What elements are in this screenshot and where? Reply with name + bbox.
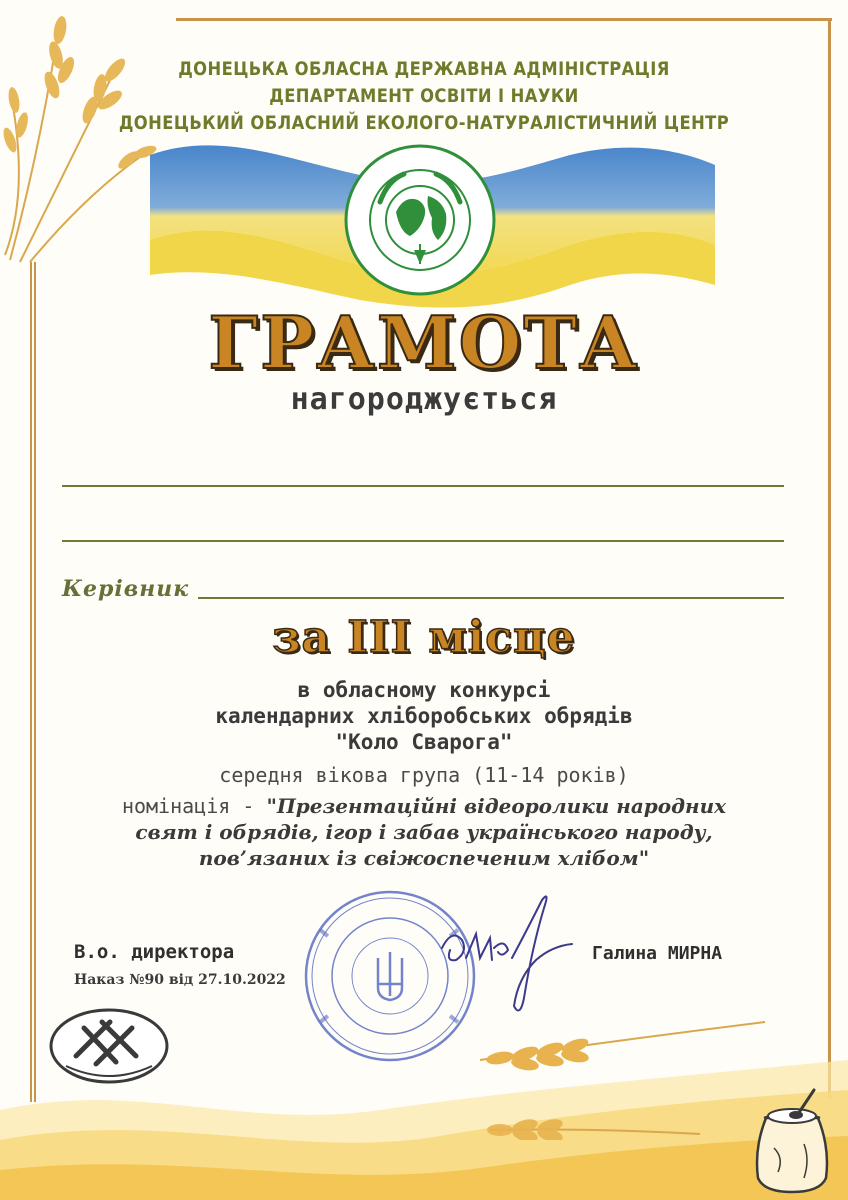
contest-line-3: "Коло Сварога" [335,730,513,754]
certificate-subtitle: нагороджується [290,382,558,417]
nomination-line-2: свят і обрядів, ігор і забав українського народу, [135,820,713,844]
award-place: за ІІІ місце [272,612,576,663]
globe-icon [340,140,500,300]
leader-label: Керівник [62,576,190,602]
leader-line [198,597,784,599]
recipient-line-1 [62,485,784,487]
organization-line-3: ДОНЕЦЬКИЙ ОБЛАСНИЙ ЕКОЛОГО-НАТУРАЛІСТИЧНИЙ ЦЕНТР [118,112,730,134]
order-text: Наказ №90 від 27.10.2022 [74,972,286,988]
recipient-line-2 [62,540,784,542]
flour-sack-icon [744,1088,840,1194]
organization-line-2: ДЕПАРТАМЕНТ ОСВІТИ І НАУКИ [269,85,579,107]
nomination-line-3: пов’язаних із свіжоспеченим хлібом" [198,846,650,870]
frame-top-line [176,18,832,21]
organization-line-1: ДОНЕЦЬКА ОБЛАСНА ДЕРЖАВНА АДМІНІСТРАЦІЯ [178,58,670,80]
signer-name: Галина МИРНА [592,943,723,964]
director-label: В.о. директора [74,941,235,963]
wheat-icon [470,1010,770,1140]
contest-line-2: календарних хліборобських обрядів [215,704,633,728]
frame-right-line [828,18,831,1098]
trident-icon [378,952,402,1000]
nomination-prefix: номінація - [121,794,267,818]
nomination-line-1: "Презентаційні відеоролики народних [266,794,727,818]
director-signature [432,888,582,1028]
certificate-title: ГРАМОТА [208,300,640,385]
contest-line-1: в обласному конкурсі [297,678,551,702]
contest-description [0,677,848,755]
nomination [90,793,758,871]
age-group: середня вікова група (11-14 років) [219,763,629,787]
